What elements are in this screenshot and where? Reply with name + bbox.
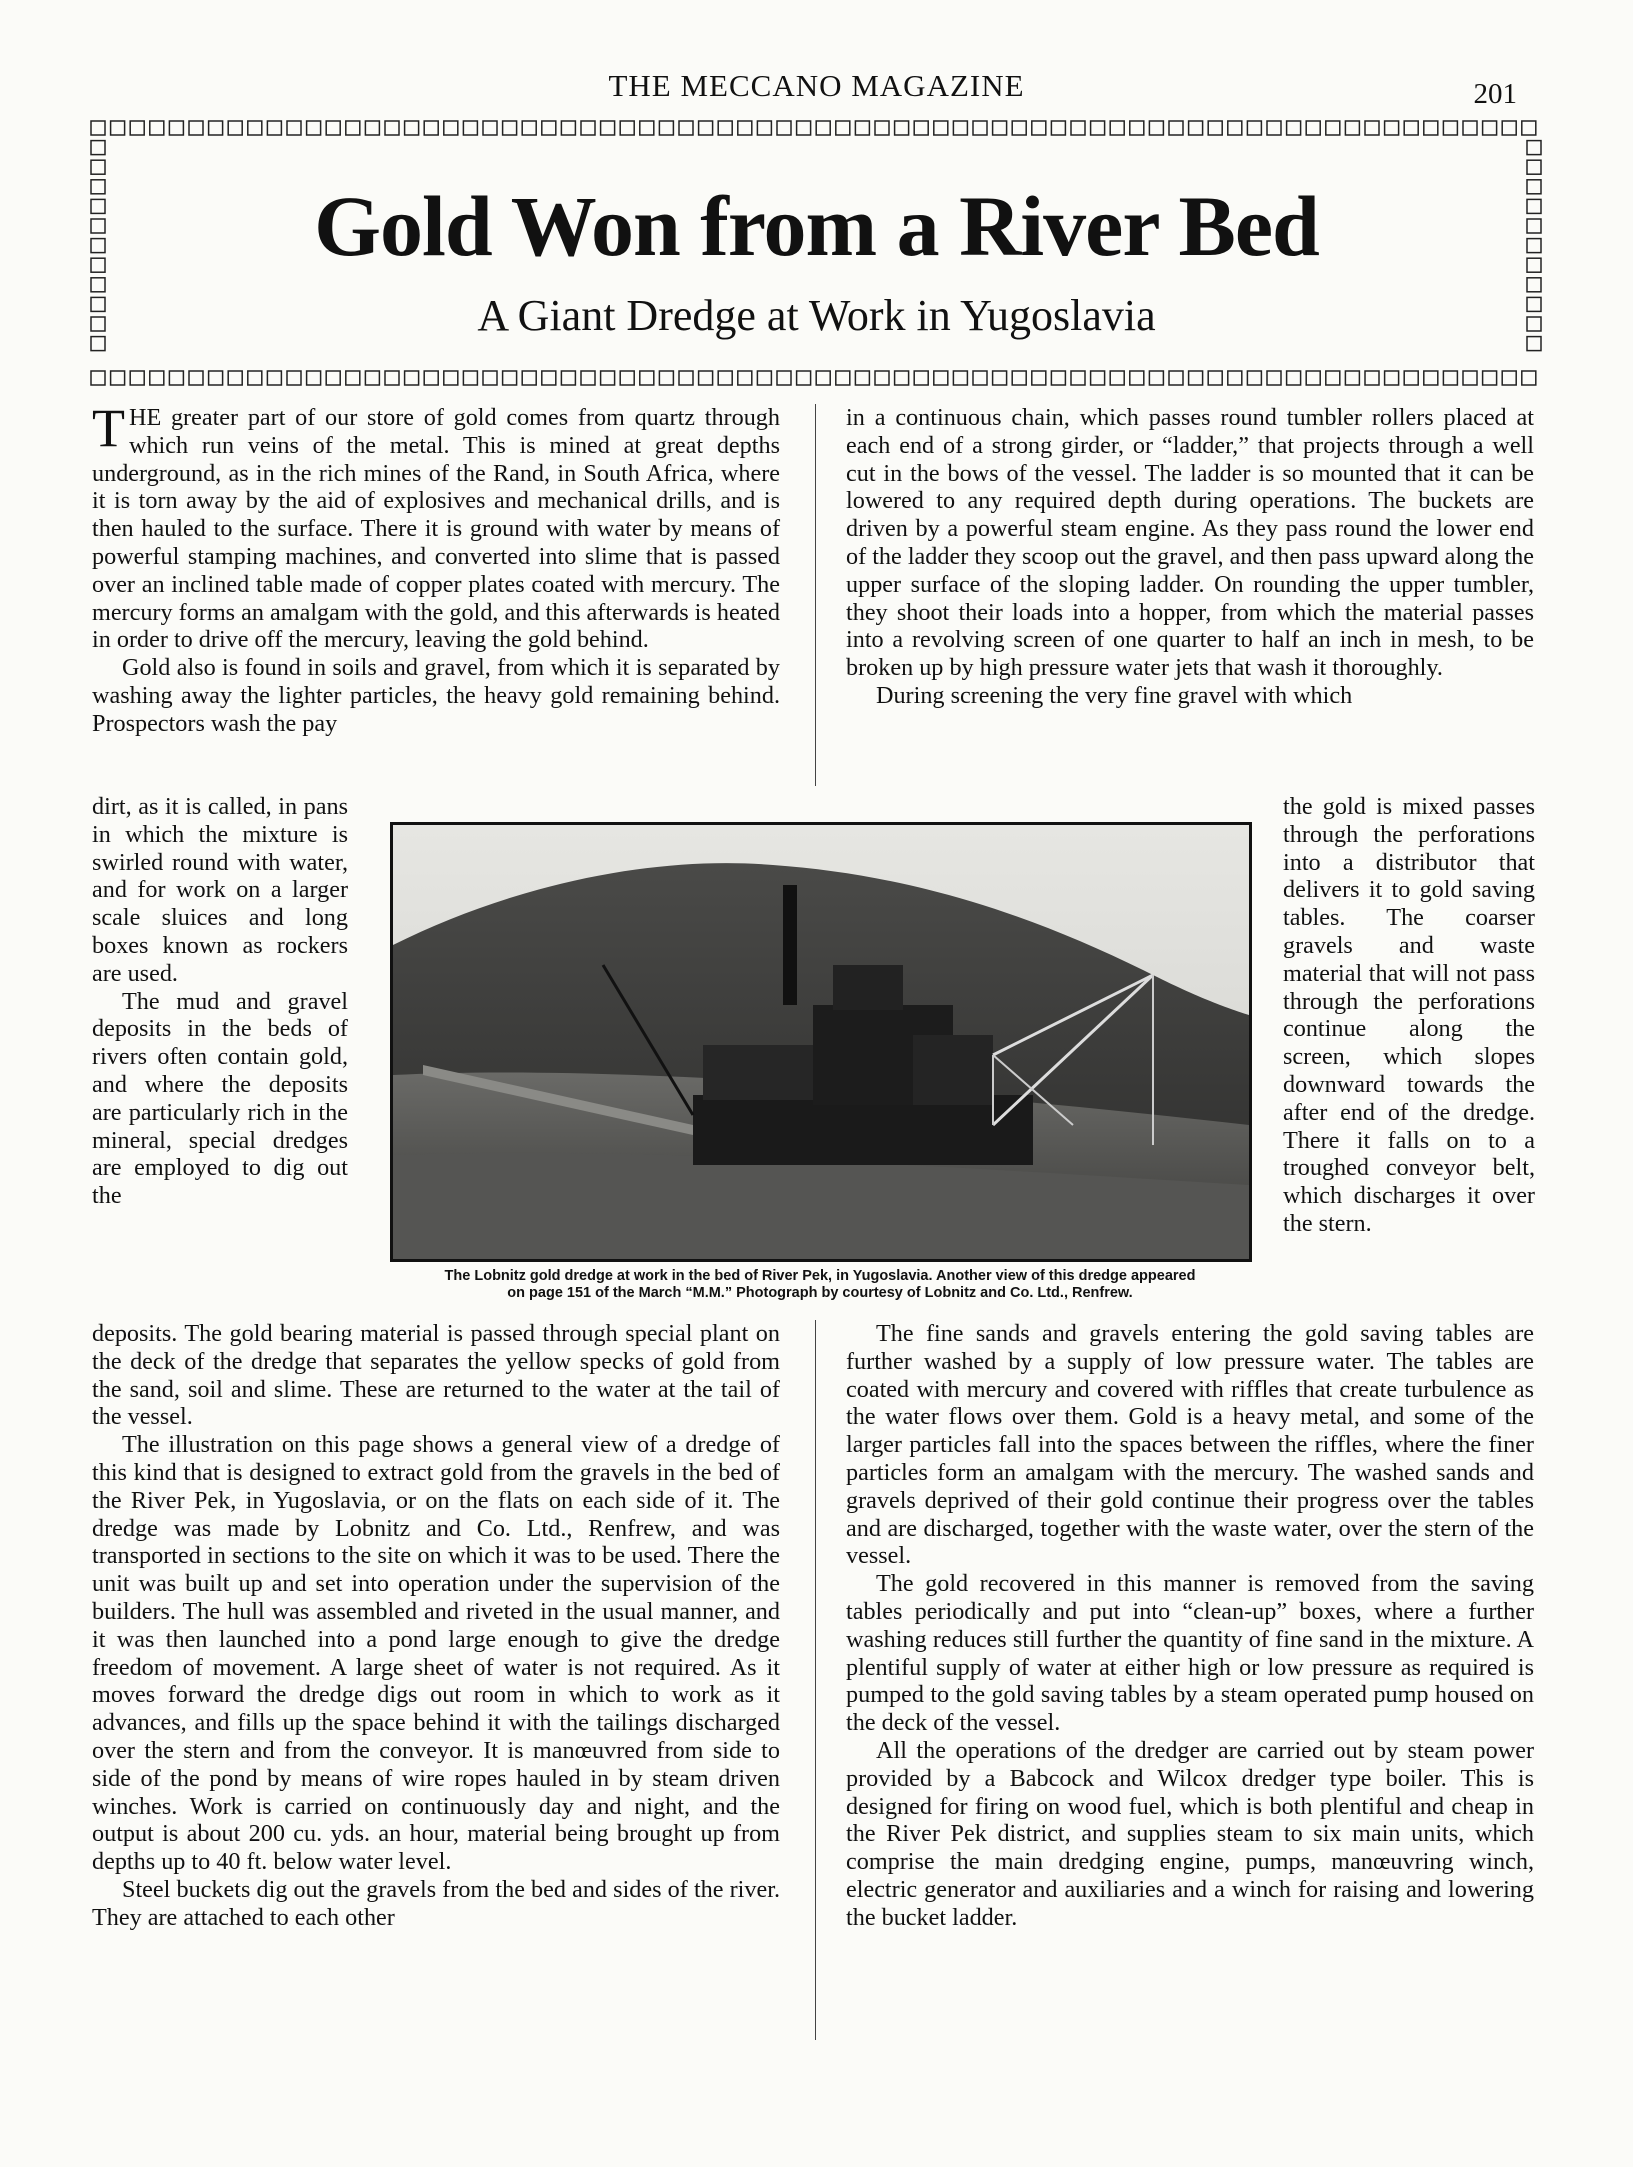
paragraph: dirt, as it is called, in pans in which the mixture is swirled round with water, and for work on a larger scale sluices and long boxes known as rockers are used. [92, 793, 348, 987]
paragraph: The illustration on this page shows a general view of a dredge of this kind that is designed to extract gold from the gravels in the bed of the River Pek, in Yugoslavia, or on the flats on each side of it. The dredge was made by Lobnitz and Co. Ltd., Renfrew, and was transported in sections to the site on which it was to be used. There the unit was built up and set into operation under the supervision of the builders. The hull was assembled and riveted in the usual manner, and it was then launched into a pond large enough to give the dredge freedom of movement. A large sheet of water is not required. As it moves forward the dredge digs out room in which to work as it advances, and fills up the space behind it with the tailings discharged over the stern and from the conveyor. It is manœuvred from side to side of the pond by means of wire ropes hauled in by steam driven winches. Work is carried on continuously day and night, and the output is about 200 cu. yds. an hour, material being brought up from depths up to 40 ft. below water level. [92, 1431, 780, 1876]
paragraph: All the operations of the dredger are carried out by steam power provided by a Babcock and Wilcox dredger type boiler. This is designed for firing on wood fuel, which is both plentiful and cheap in the River Pek district, and supplies steam to six main units, which comprise the main dredging engine, pumps, manœuvring winch, electric generator and auxiliaries and a winch for raising and lowering the bucket ladder. [846, 1736, 1534, 1931]
right-column-top [846, 404, 1534, 710]
caption-line: The Lobnitz gold dredge at work in the bed of River Pek, in Yugoslavia. Another view of this dredge appeared [444, 1268, 1196, 1284]
photo-caption [370, 1268, 1270, 1302]
paragraph: The fine sands and gravels entering the gold saving tables are further washed by a supply of low pressure water. The tables are coated with mercury and covered with riffles that create turbulence as the water flows over them. Gold is a heavy metal, and some of the larger particles fall into the spaces between the riffles, where the finer particles form an amalgam with the mercury. The washed sands and gravels deprived of their gold continue their progress over the tables and are discharged, together with the waste water, over the stern of the vessel. [846, 1320, 1534, 1570]
column-divider [815, 1320, 816, 2040]
right-column-narrow [1283, 793, 1535, 1238]
paragraph: During screening the very fine gravel with which [876, 681, 1353, 709]
column-divider [815, 404, 816, 786]
paragraph: Steel buckets dig out the gravels from the bed and sides of the river. They are attached to each other [92, 1875, 780, 1931]
paragraph: deposits. The gold bearing material is passed through special plant on the deck of the dredge that separates the yellow specks of gold from the sand, soil and slime. These are returned to the water at the tail of the vessel. [92, 1320, 780, 1431]
paragraph: in a continuous chain, which passes round tumbler rollers placed at each end of a strong girder, or “ladder,” that projects through a well cut in the bows of the vessel. The ladder is so mounted that it can be lowered to any required depth during operations. The buckets are driven by a powerful steam engine. As they pass round the lower end of the ladder they scoop out the gravel, and then pass upward along the upper surface of the sloping ladder. On rounding the upper tumbler, they shoot their loads into a hopper, from which the material passes into a revolving screen of one quarter to half an inch in mesh, to be broken up by high pressure water jets that wash it thoroughly. [846, 404, 1534, 682]
page-number: 201 [1473, 78, 1517, 110]
caption-line: on page 151 of the March “M.M.” Photograph by courtesy of Lobnitz and Co. Ltd., Renfrew. [507, 1285, 1133, 1301]
left-column-narrow [92, 793, 348, 1210]
article-subtitle: A Giant Dredge at Work in Yugoslavia [477, 291, 1156, 340]
drop-cap: T [92, 398, 125, 458]
paragraph: The gold recovered in this manner is removed from the saving tables periodically and put into “clean-up” boxes, where a further washing reduces still further the quantity of fine sand in the mixture. A plentiful supply of water at either high or low pressure as required is pumped to the gold saving tables by a steam operated pump housed on the deck of the vessel. [846, 1570, 1534, 1737]
dredge-photograph [390, 822, 1252, 1262]
dredge-image [393, 825, 1249, 1259]
running-header: THE MECCANO MAGAZINE [608, 68, 1025, 103]
paragraph: Gold also is found in soils and gravel, from which it is separated by washing away the lighter particles, the heavy gold remaining behind. Prospectors wash the pay [92, 654, 780, 737]
paragraph: The mud and gravel deposits in the beds of rivers often contain gold, and where the deposits are particularly rich in the mineral, special dredges are employed to dig out the [92, 987, 348, 1210]
right-column-bottom [846, 1320, 1534, 1932]
article-title: Gold Won from a River Bed [314, 178, 1319, 274]
left-column-bottom [92, 1320, 780, 1932]
left-column-top [92, 398, 780, 738]
paragraph: the gold is mixed passes through the perforations into a distributor that delivers it to gold saving tables. The coarser gravels and waste material that will not pass through the perforations continue along the screen, which slopes downward towards the after end of the dredge. There it falls on to a troughed conveyor belt, which discharges it over the stern. [1283, 793, 1535, 1237]
paragraph: THE greater part of our store of gold comes from quartz through which run veins of the metal. This is mined at great depths underground, as in the rich mines of the Rand, in South Africa, where it is torn away by the aid of explosives and mechanical drills, and is then hauled to the surface. There it is ground with water by means of powerful stamping machines, and converted into slime that is passed over an inclined table made of copper plates coated with mercury. The mercury forms an amalgam with the gold, and this afterwards is heated in order to drive off the mercury, leaving the gold behind. [92, 398, 780, 654]
